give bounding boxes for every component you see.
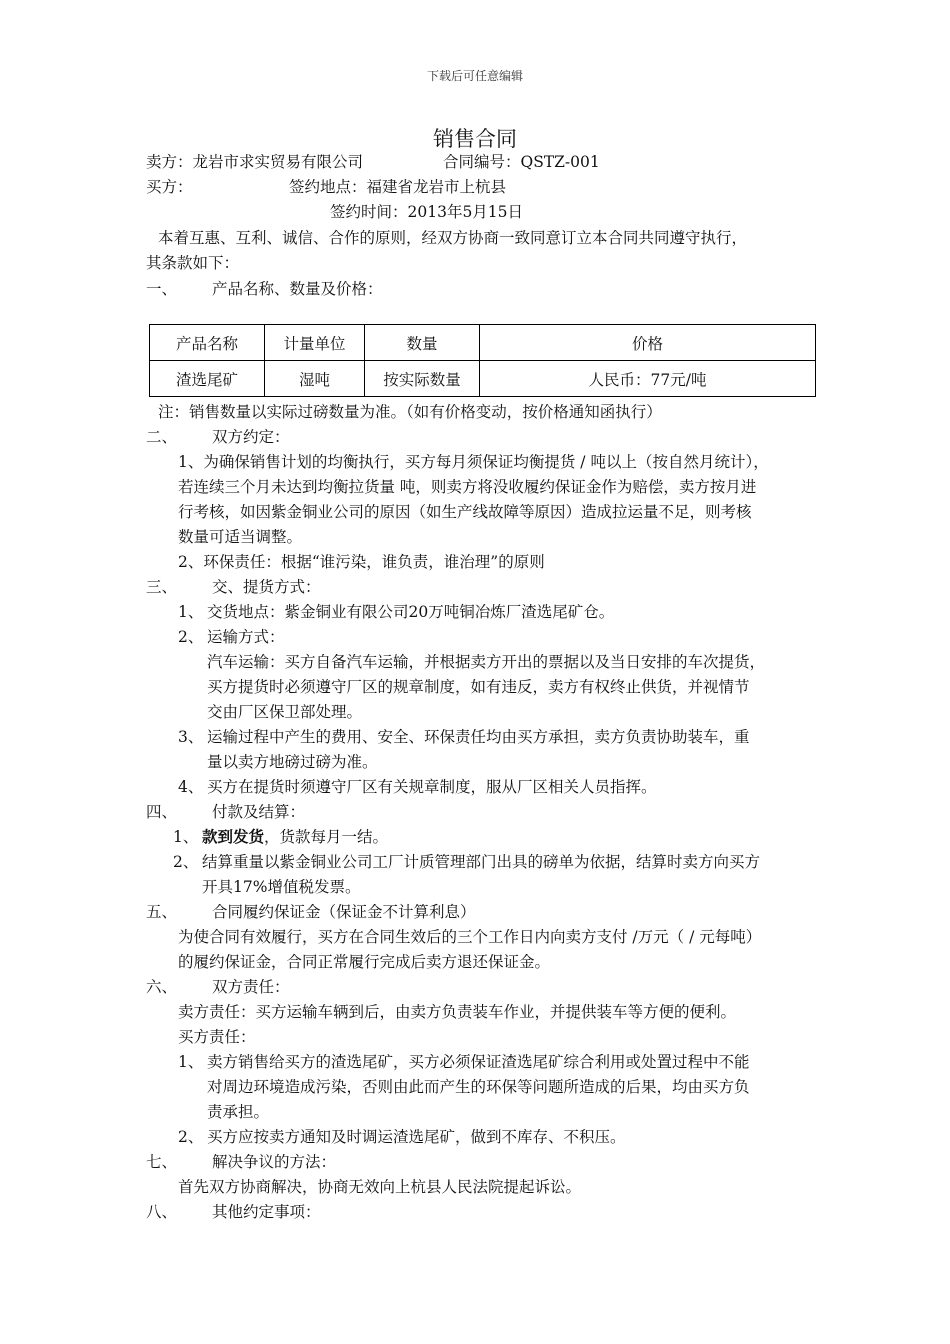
s7-line1: 首先双方协商解决，协商无效向上杭县人民法院提起诉讼。 [178, 1178, 582, 1196]
s6-item2: 买方应按卖方通知及时调运渣选尾矿，做到不库存、不积压。 [207, 1128, 626, 1146]
s4-item1 [202, 827, 388, 847]
s3-item3-line1: 运输过程中产生的费用、安全、环保责任均由买方承担，卖方负责协助装车，重 [207, 728, 750, 746]
table-cell: 湿吨 [265, 361, 365, 397]
section-6-title: 双方责任： [212, 978, 290, 996]
s6-item2-number: 2、 [178, 1128, 204, 1146]
s3-item4-number: 4、 [178, 778, 204, 796]
table-cell: 渣选尾矿 [150, 361, 265, 397]
s2-para1-line2: 若连续三个月未达到均衡拉货量 吨，则卖方将没收履约保证金作为赔偿，卖方按月进 [178, 478, 757, 496]
s5-line1: 为使合同有效履行，买方在合同生效后的三个工作日内向卖方支付 /万元（ / 元每吨） [178, 928, 762, 946]
section-2-title: 双方约定： [212, 428, 290, 446]
s3-item2-number: 2、 [178, 628, 204, 646]
s6-item1-line1: 卖方销售给买方的渣选尾矿，买方必须保证渣选尾矿综合利用或处置过程中不能 [207, 1053, 750, 1071]
s6-item1-line3: 责承担。 [207, 1103, 270, 1121]
s3-item2a-line2: 买方提货时必须遵守厂区的规章制度，如有违反，卖方有权终止供货，并视情节 [207, 678, 750, 696]
document-title: 销售合同 [433, 127, 517, 151]
s6-item1-line2: 对周边环境造成污染，否则由此而产生的环保等问题所造成的后果，均由买方负 [207, 1078, 750, 1096]
seller-line: 卖方：龙岩市求实贸易有限公司 [146, 153, 364, 171]
table-cell: 人民币：77元/吨 [480, 361, 816, 397]
section-2-number: 二、 [146, 428, 178, 446]
s3-item4: 买方在提货时须遵守厂区有关规章制度，服从厂区相关人员指挥。 [207, 778, 657, 796]
s6-item1-number: 1、 [178, 1053, 204, 1071]
page-header: 下载后可任意编辑 [426, 69, 523, 83]
contract-number: 合同编号：QSTZ-001 [443, 153, 600, 171]
section-7-number: 七、 [146, 1153, 178, 1171]
section-7-title: 解决争议的方法： [212, 1153, 337, 1171]
s4-item2-number: 2、 [173, 853, 199, 871]
s5-line2: 的履约保证金，合同正常履行完成后卖方退还保证金。 [178, 953, 551, 971]
table-row [150, 361, 816, 397]
s2-para1-line1: 1、为确保销售计划的均衡执行，买方每月须保证均衡提货 / 吨以上（按自然月统计）， [178, 453, 769, 471]
table-header-row [150, 325, 816, 361]
s4-item1-rest: ，货款每月一结。 [264, 828, 389, 846]
table-header-cell: 价格 [480, 325, 816, 361]
s4-item1-number: 1、 [173, 828, 199, 846]
s3-item3-number: 3、 [178, 728, 204, 746]
table-cell: 按实际数量 [365, 361, 480, 397]
section-8-number: 八、 [146, 1203, 178, 1221]
s3-item1-number: 1、 [178, 603, 204, 621]
s6-buyer-resp: 买方责任： [178, 1028, 256, 1046]
s6-seller-resp: 卖方责任：买方运输车辆到后，由卖方负责装车作业，并提供装车等方便的便利。 [178, 1003, 737, 1021]
s4-item1-bold: 款到发货 [202, 827, 265, 846]
section-1-title: 产品名称、数量及价格： [212, 280, 383, 298]
intro-line-1: 本着互惠、互利、诚信、合作的原则，经双方协商一致同意订立本合同共同遵守执行， [158, 229, 748, 247]
table-header-cell: 产品名称 [150, 325, 265, 361]
s4-item2-line1: 结算重量以紫金铜业公司工厂计质管理部门出具的磅单为依据，结算时卖方向买方 [202, 853, 761, 871]
product-table [149, 324, 816, 397]
intro-line-2: 其条款如下： [146, 254, 240, 272]
section-4-title: 付款及结算： [212, 803, 306, 821]
section-5-title: 合同履约保证金（保证金不计算利息） [212, 903, 476, 921]
sign-time: 签约时间：2013年5月15日 [330, 203, 524, 221]
table-header-cell: 数量 [365, 325, 480, 361]
section-1-number: 一、 [146, 280, 178, 298]
s2-para2: 2、环保责任：根据“谁污染，谁负责，谁治理”的原则 [178, 553, 545, 571]
s4-item2-line2: 开具17%增值税发票。 [202, 878, 361, 896]
section-3-title: 交、提货方式： [212, 578, 321, 596]
sign-place: 签约地点：福建省龙岩市上杭县 [289, 178, 507, 196]
s3-item3-line2: 量以卖方地磅过磅为准。 [207, 753, 378, 771]
section-8-title: 其他约定事项： [212, 1203, 321, 1221]
section-6-number: 六、 [146, 978, 178, 996]
s3-item1: 交货地点：紫金铜业有限公司20万吨铜冶炼厂渣选尾矿仓。 [207, 603, 615, 621]
section-3-number: 三、 [146, 578, 178, 596]
s3-item2a-line3: 交由厂区保卫部处理。 [207, 703, 363, 721]
table-header-cell: 计量单位 [265, 325, 365, 361]
s3-item2a-line1: 汽车运输：买方自备汽车运输，并根据卖方开出的票据以及当日安排的车次提货， [207, 653, 766, 671]
buyer-line: 买方： [146, 178, 193, 196]
section-5-number: 五、 [146, 903, 178, 921]
sales-note: 注：销售数量以实际过磅数量为准。（如有价格变动，按价格通知函执行） [158, 403, 662, 421]
s2-para1-line3: 行考核，如因紫金铜业公司的原因（如生产线故障等原因）造成拉运量不足，则考核 [178, 503, 752, 521]
s3-item2: 运输方式： [207, 628, 285, 646]
section-4-number: 四、 [146, 803, 178, 821]
s2-para1-line4: 数量可适当调整。 [178, 528, 303, 546]
